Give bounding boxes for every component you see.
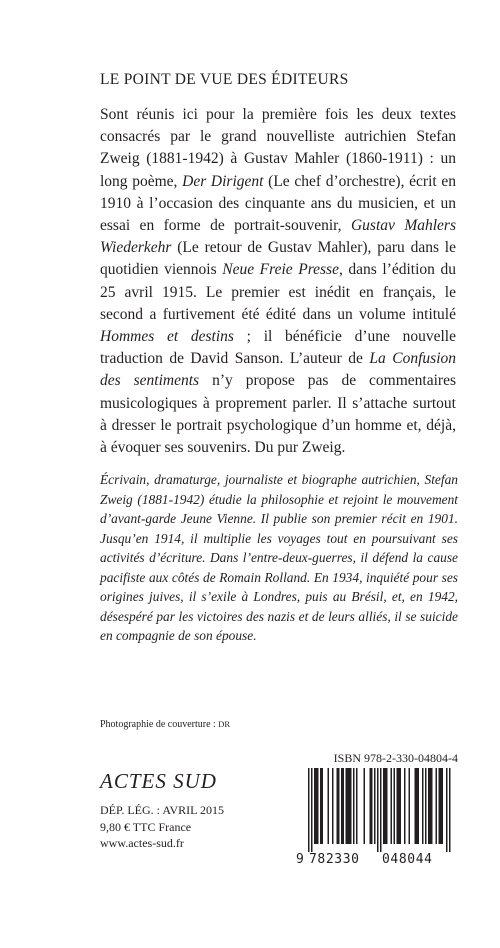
- barcode-bar: [308, 768, 310, 852]
- description-text-2: (Le chef d’orchestre), écrit en 1910 à l’occasion des cinquante ans du musicien, et un essai en forme de portrait-souvenir,: [100, 172, 457, 235]
- barcode-bar: [311, 768, 313, 852]
- description-text-3: (Le retour de Gustav Mahler), paru dans le quotidien viennois: [100, 239, 456, 279]
- barcode-bar: [430, 768, 432, 844]
- barcode-bar: [404, 768, 406, 844]
- barcode-bar: [416, 768, 418, 844]
- barcode-bar: [385, 768, 387, 844]
- barcode-bar: [322, 768, 324, 844]
- barcode-bar: [371, 768, 373, 844]
- barcode-bar: [409, 768, 411, 844]
- barcode-bar: [343, 768, 345, 844]
- description-text-1: Sont réunis ici pour la première fois les deux textes consacrés par le grand nouvelliste autrichien Stefan Zweig (1881-1942) à Gustav Mahler (1860-1911) : un long poème,: [100, 106, 456, 190]
- work-title-la-confusion: La Confusion des sentiments: [100, 350, 456, 390]
- author-biography: Écrivain, dramaturge, journaliste et biographe autrichien, Stefan Zweig (1881-1942) étudie la philosophie et rejoint le mouvement d’avant-garde Jeune Vienne. Il publie son premier récit en 1901. Jusqu’en 1914, il multiplie les voyages tout en poursuivant ses activités d’écriture. Dans l’entre-deux-guerres, il défend la cause pacifiste aux côtés de Romain Rolland. En 1934, inquiété pour ses origines juives, il s’exile à Londres, puis au Brésil, et, en 1942, désespéré par les victoires des nazis et de leurs alliés, il se suicide en compagnie de son épouse.: [100, 472, 458, 643]
- barcode-bar: [386, 768, 388, 844]
- barcode-bar: [425, 768, 427, 844]
- barcode-bar: [394, 768, 396, 844]
- barcode-bar: [391, 768, 393, 844]
- barcode-bar: [380, 768, 382, 852]
- barcode-bar: [436, 768, 438, 844]
- work-title-der-dirigent: Der Dirigent: [182, 172, 264, 190]
- legal-deposit: DÉP. LÉG. : AVRIL 2015: [100, 803, 225, 817]
- barcode-bar: [374, 768, 376, 844]
- barcode-bar: [356, 768, 358, 844]
- barcode-bar: [446, 768, 448, 852]
- photo-credit-label: Photographie de couverture :: [100, 719, 216, 730]
- barcode-bar: [377, 768, 379, 852]
- barcode-bar: [353, 768, 355, 844]
- barcode-bar: [316, 768, 318, 844]
- barcode-bar: [440, 768, 442, 844]
- barcode-bar: [347, 768, 349, 844]
- barcode-bar: [418, 768, 420, 844]
- barcode-bar: [449, 768, 451, 852]
- barcode-bar: [398, 768, 400, 844]
- barcode: [296, 768, 458, 852]
- website-link[interactable]: www.actes-sud.fr: [100, 836, 184, 850]
- barcode-graphic: [296, 768, 458, 852]
- barcode-bar: [341, 768, 343, 844]
- barcode-bar: [415, 768, 417, 844]
- barcode-bar: [338, 768, 340, 844]
- work-title-hommes-et-destins: Hommes et destins: [100, 328, 234, 346]
- description-paragraph: [100, 104, 456, 459]
- barcode-bar: [350, 768, 352, 844]
- barcode-bar: [370, 768, 372, 844]
- barcode-digit-group-left: 782330: [309, 852, 360, 867]
- barcode-bar: [337, 768, 339, 844]
- barcode-bar: [428, 768, 430, 844]
- work-title-gustav-mahlers-wiederkehr: Gustav Mahlers Wiederkehr: [100, 217, 456, 257]
- barcode-bar: [439, 768, 441, 844]
- barcode-bar: [317, 768, 319, 844]
- barcode-digit-group-right: 048044: [382, 852, 433, 867]
- description-text-6: n’y propose pas de commentaires musicologiques à proprement parler. Il s’attache surtout à dresser le portrait psychologique d’un homme et, déjà, à évoquer ses souvenirs. Du pur Zweig.: [100, 372, 456, 457]
- description-text-5: ; il bénéficie d’une nouvelle traduction de David Sanson. L’auteur de: [100, 328, 456, 368]
- barcode-bar: [320, 768, 322, 844]
- newspaper-title: Neue Freie Presse: [222, 261, 339, 279]
- barcode-bar: [397, 768, 399, 844]
- barcode-bar: [383, 768, 385, 844]
- barcode-bar: [328, 768, 330, 844]
- barcode-bar: [332, 768, 334, 844]
- description-text-4: , dans l’édition du 25 avril 1915. Le premier est inédit en français, le second a furtivement été édité dans un volume intitulé: [100, 261, 456, 323]
- barcode-bar: [364, 768, 366, 844]
- barcode-bar: [346, 768, 348, 844]
- barcode-bar: [349, 768, 351, 844]
- photo-credit-value: DR: [218, 719, 231, 729]
- isbn-label: ISBN 978-2-330-04804-4: [333, 751, 458, 765]
- barcode-bar: [442, 768, 444, 844]
- price: 9,80 € TTC France: [100, 819, 192, 834]
- legal-info: [100, 802, 224, 852]
- barcode-digit-prefix: 9: [296, 852, 304, 867]
- barcode-bar: [431, 768, 433, 844]
- section-heading: LE POINT DE VUE DES ÉDITEURS: [100, 71, 349, 88]
- barcode-bar: [314, 768, 316, 844]
- barcode-bar: [400, 768, 402, 844]
- publisher-logo: ACTES SUD: [100, 769, 217, 793]
- photo-credit: [100, 718, 230, 731]
- barcode-bar: [422, 768, 424, 844]
